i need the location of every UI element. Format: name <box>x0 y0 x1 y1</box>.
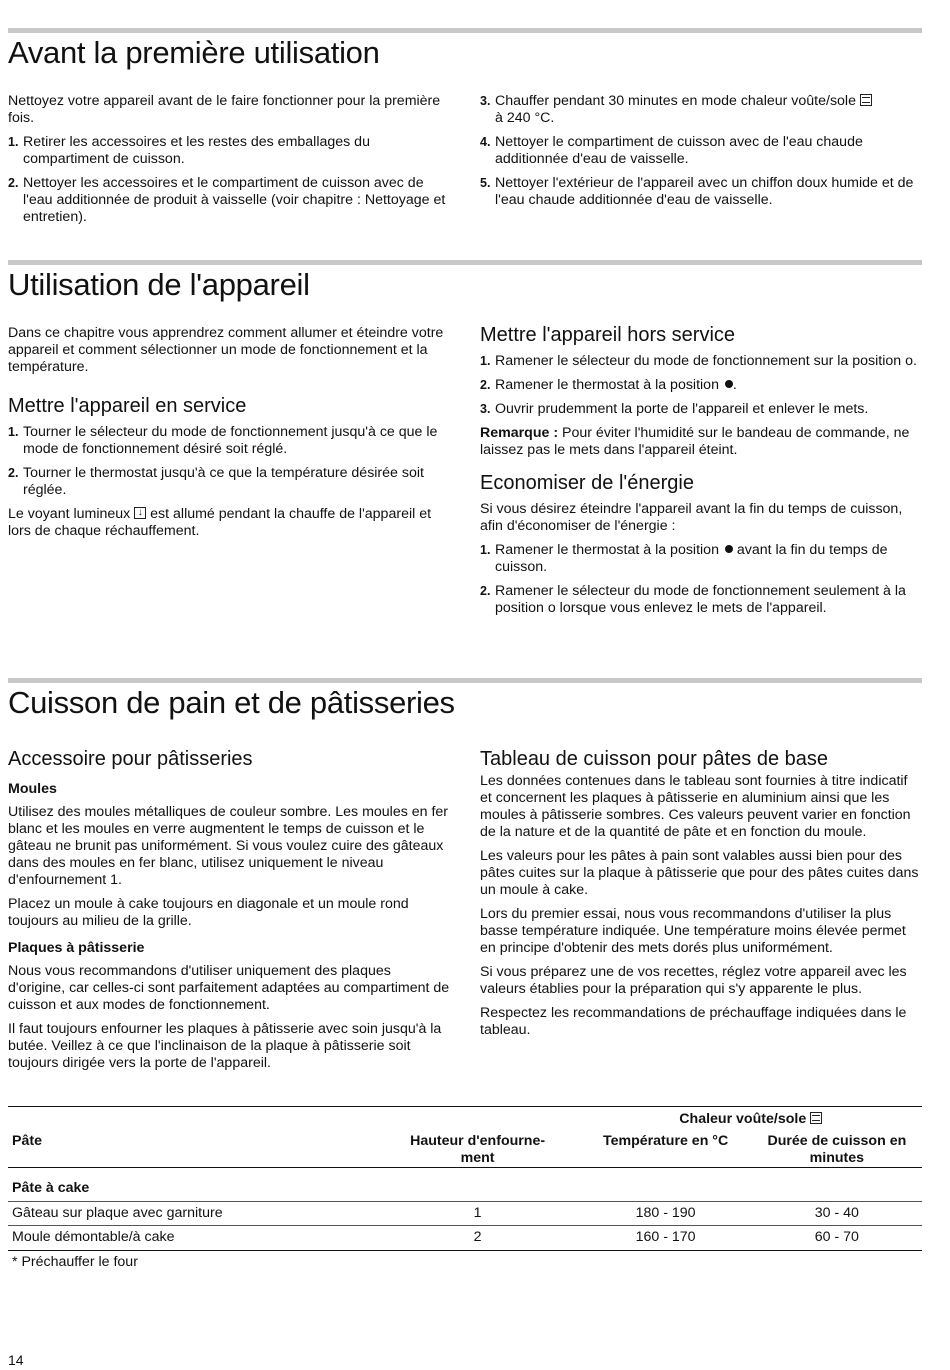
list-item: 1. Tourner le sélecteur du mode de fonctionnement jusqu'à ce que le mode de fonctionnement désiré soit réglé. <box>8 424 438 457</box>
col-header-pate: Pâte <box>12 1132 42 1149</box>
table-row: Moule démontable/à cake 2 160 - 170 60 - 70 <box>8 1225 922 1250</box>
baking-left-column <box>8 747 450 1079</box>
first-use-left-column <box>8 93 450 233</box>
list-item: 2. Tourner le thermostat jusqu'à ce que la température désirée soit réglée. <box>8 465 424 498</box>
table-group-row: Pâte à cake <box>8 1167 922 1201</box>
top-bottom-heat-icon <box>810 1112 822 1124</box>
paragraph: Nous vous recommandons d'utiliser uniquement des plaques d'origine, car celles-ci sont parfaitement adaptées au compartiment de cuisson et aux modes de fonctionnement. <box>8 963 450 1013</box>
paragraph: Placez un moule à cake toujours en diagonale et un moule rond toujours au milieu de la grille. <box>8 896 409 929</box>
list-item: 1. Retirer les accessoires et les restes des emballages du compartiment de cuisson. <box>8 134 370 167</box>
heading-baking-table: Tableau de cuisson pour pâtes de base <box>480 748 829 770</box>
list-item: 5. Nettoyer l'extérieur de l'appareil avec un chiffon doux humide et de l'eau chaude additionnée d'eau de vaisselle. <box>480 175 914 208</box>
usage-right-column <box>480 323 922 624</box>
list-item: 3. Chauffer pendant 30 minutes en mode chaleur voûte/sole à 240 °C. <box>480 93 922 127</box>
first-use-right-column <box>480 93 922 216</box>
col-header-temp: Température en °C <box>602 1132 729 1149</box>
table-footnote: * Préchauffer le four <box>12 1253 138 1270</box>
col-header-duree: Durée de cuisson en minutes <box>767 1132 907 1166</box>
section-rule <box>8 28 922 33</box>
list-item: 1. Ramener le sélecteur du mode de fonctionnement sur la position o. <box>480 353 917 369</box>
list-item: 2. Ramener le thermostat à la position . <box>480 377 737 393</box>
col-header-hauteur: Hauteur d'enfourne-ment <box>410 1132 546 1166</box>
list-item: 1. Ramener le thermostat à la position avant la fin du temps de cuisson. <box>480 542 888 575</box>
indicator-note: Le voyant lumineux ↓ est allumé pendant la chauffe de l'appareil et lors de chaque réchauffement. <box>8 506 450 540</box>
heading-accessories: Accessoire pour pâtisseries <box>8 748 253 770</box>
first-use-intro: Nettoyez votre appareil avant de le faire fonctionner pour la première fois. <box>8 93 441 126</box>
section-title-baking: Cuisson de pain et de pâtisseries <box>8 685 455 720</box>
table-group-header: Chaleur voûte/sole <box>579 1107 922 1133</box>
section-title-first-use: Avant la première utilisation <box>8 35 380 70</box>
section-rule <box>8 678 922 683</box>
paragraph: Utilisez des moules métalliques de couleur sombre. Les moules en fer blanc et les moules en verre augmentent le temps de cuisson et le gâteau ne brunit pas uniformément. Si vous voulez cuire des gâteaux dans des moules en fer blanc, utilisez uniquement le niveau d'enfournement 1. <box>8 804 449 888</box>
baking-table <box>8 1106 922 1274</box>
subheading-moules: Moules <box>8 781 57 797</box>
list-item: 2. Ramener le sélecteur du mode de fonctionnement seulement à la position o lorsque vous enlevez le mets de l'appareil. <box>480 583 906 616</box>
section-rule <box>8 260 922 265</box>
paragraph: Les données contenues dans le tableau sont fournies à titre indicatif et concernent les plaques à pâtisserie en aluminium ainsi que les moules à pâtisserie sombres. Ces valeurs peuvent varier en fonction de la nature et de la quantité de pâte et en fonction du moule. <box>480 773 911 840</box>
heading-energy-saving: Economiser de l'énergie <box>480 472 694 494</box>
list-item: 4. Nettoyer le compartiment de cuisson avec de l'eau chaude additionnée d'eau de vaisselle. <box>480 134 863 167</box>
list-item: 3. Ouvrir prudemment la porte de l'appareil et enlever le mets. <box>480 401 869 417</box>
paragraph: Si vous préparez une de vos recettes, réglez votre appareil avec les valeurs établies pour la préparation qui s'y apparente le plus. <box>480 964 907 997</box>
heading-switch-off: Mettre l'appareil hors service <box>480 324 736 346</box>
paragraph: Il faut toujours enfourner les plaques à pâtisserie avec soin jusqu'à la butée. Veillez à ce que l'inclinaison de la plaque à pâtisserie soit toujours dirigée vers la porte de l'appareil. <box>8 1021 442 1071</box>
page-number: 14 <box>8 1352 24 1368</box>
energy-intro: Si vous désirez éteindre l'appareil avant la fin du temps de cuisson, afin d'économiser de l'énergie : <box>480 501 903 534</box>
usage-intro: Dans ce chapitre vous apprendrez comment allumer et éteindre votre appareil et comment sélectionner un mode de fonctionnement et la température. <box>8 325 444 375</box>
usage-left-column <box>8 325 450 547</box>
off-position-icon <box>725 380 733 388</box>
list-item: 2. Nettoyer les accessoires et le compartiment de cuisson avec de l'eau additionnée de produit à vaisselle (voir chapitre : Nettoyage et entretien). <box>8 175 446 225</box>
section-title-usage: Utilisation de l'appareil <box>8 267 310 302</box>
paragraph: Les valeurs pour les pâtes à pain sont valables aussi bien pour des pâtes cuites sur la plaque à pâtisserie que pour des pâtes cuites dans un moule à cake. <box>480 848 919 898</box>
baking-right-column <box>480 747 922 1046</box>
thermostat-indicator-icon <box>134 507 146 519</box>
heading-switch-on: Mettre l'appareil en service <box>8 395 247 417</box>
table-row: Gâteau sur plaque avec garniture 1 180 - 190 30 - 40 <box>8 1201 922 1225</box>
top-bottom-heat-icon <box>860 94 872 106</box>
paragraph: Respectez les recommandations de préchauffage indiquées dans le tableau. <box>480 1005 907 1038</box>
off-position-icon <box>725 545 733 553</box>
remark: Remarque : Pour éviter l'humidité sur le bandeau de commande, ne laissez pas le mets dans l'appareil éteint. <box>480 425 910 458</box>
subheading-plaques: Plaques à pâtisserie <box>8 940 145 956</box>
paragraph: Lors du premier essai, nous vous recommandons d'utiliser la plus basse température indiquée. Une température moins élevée permet en principe d'obtenir des mets dorés plus uniformément. <box>480 906 906 956</box>
